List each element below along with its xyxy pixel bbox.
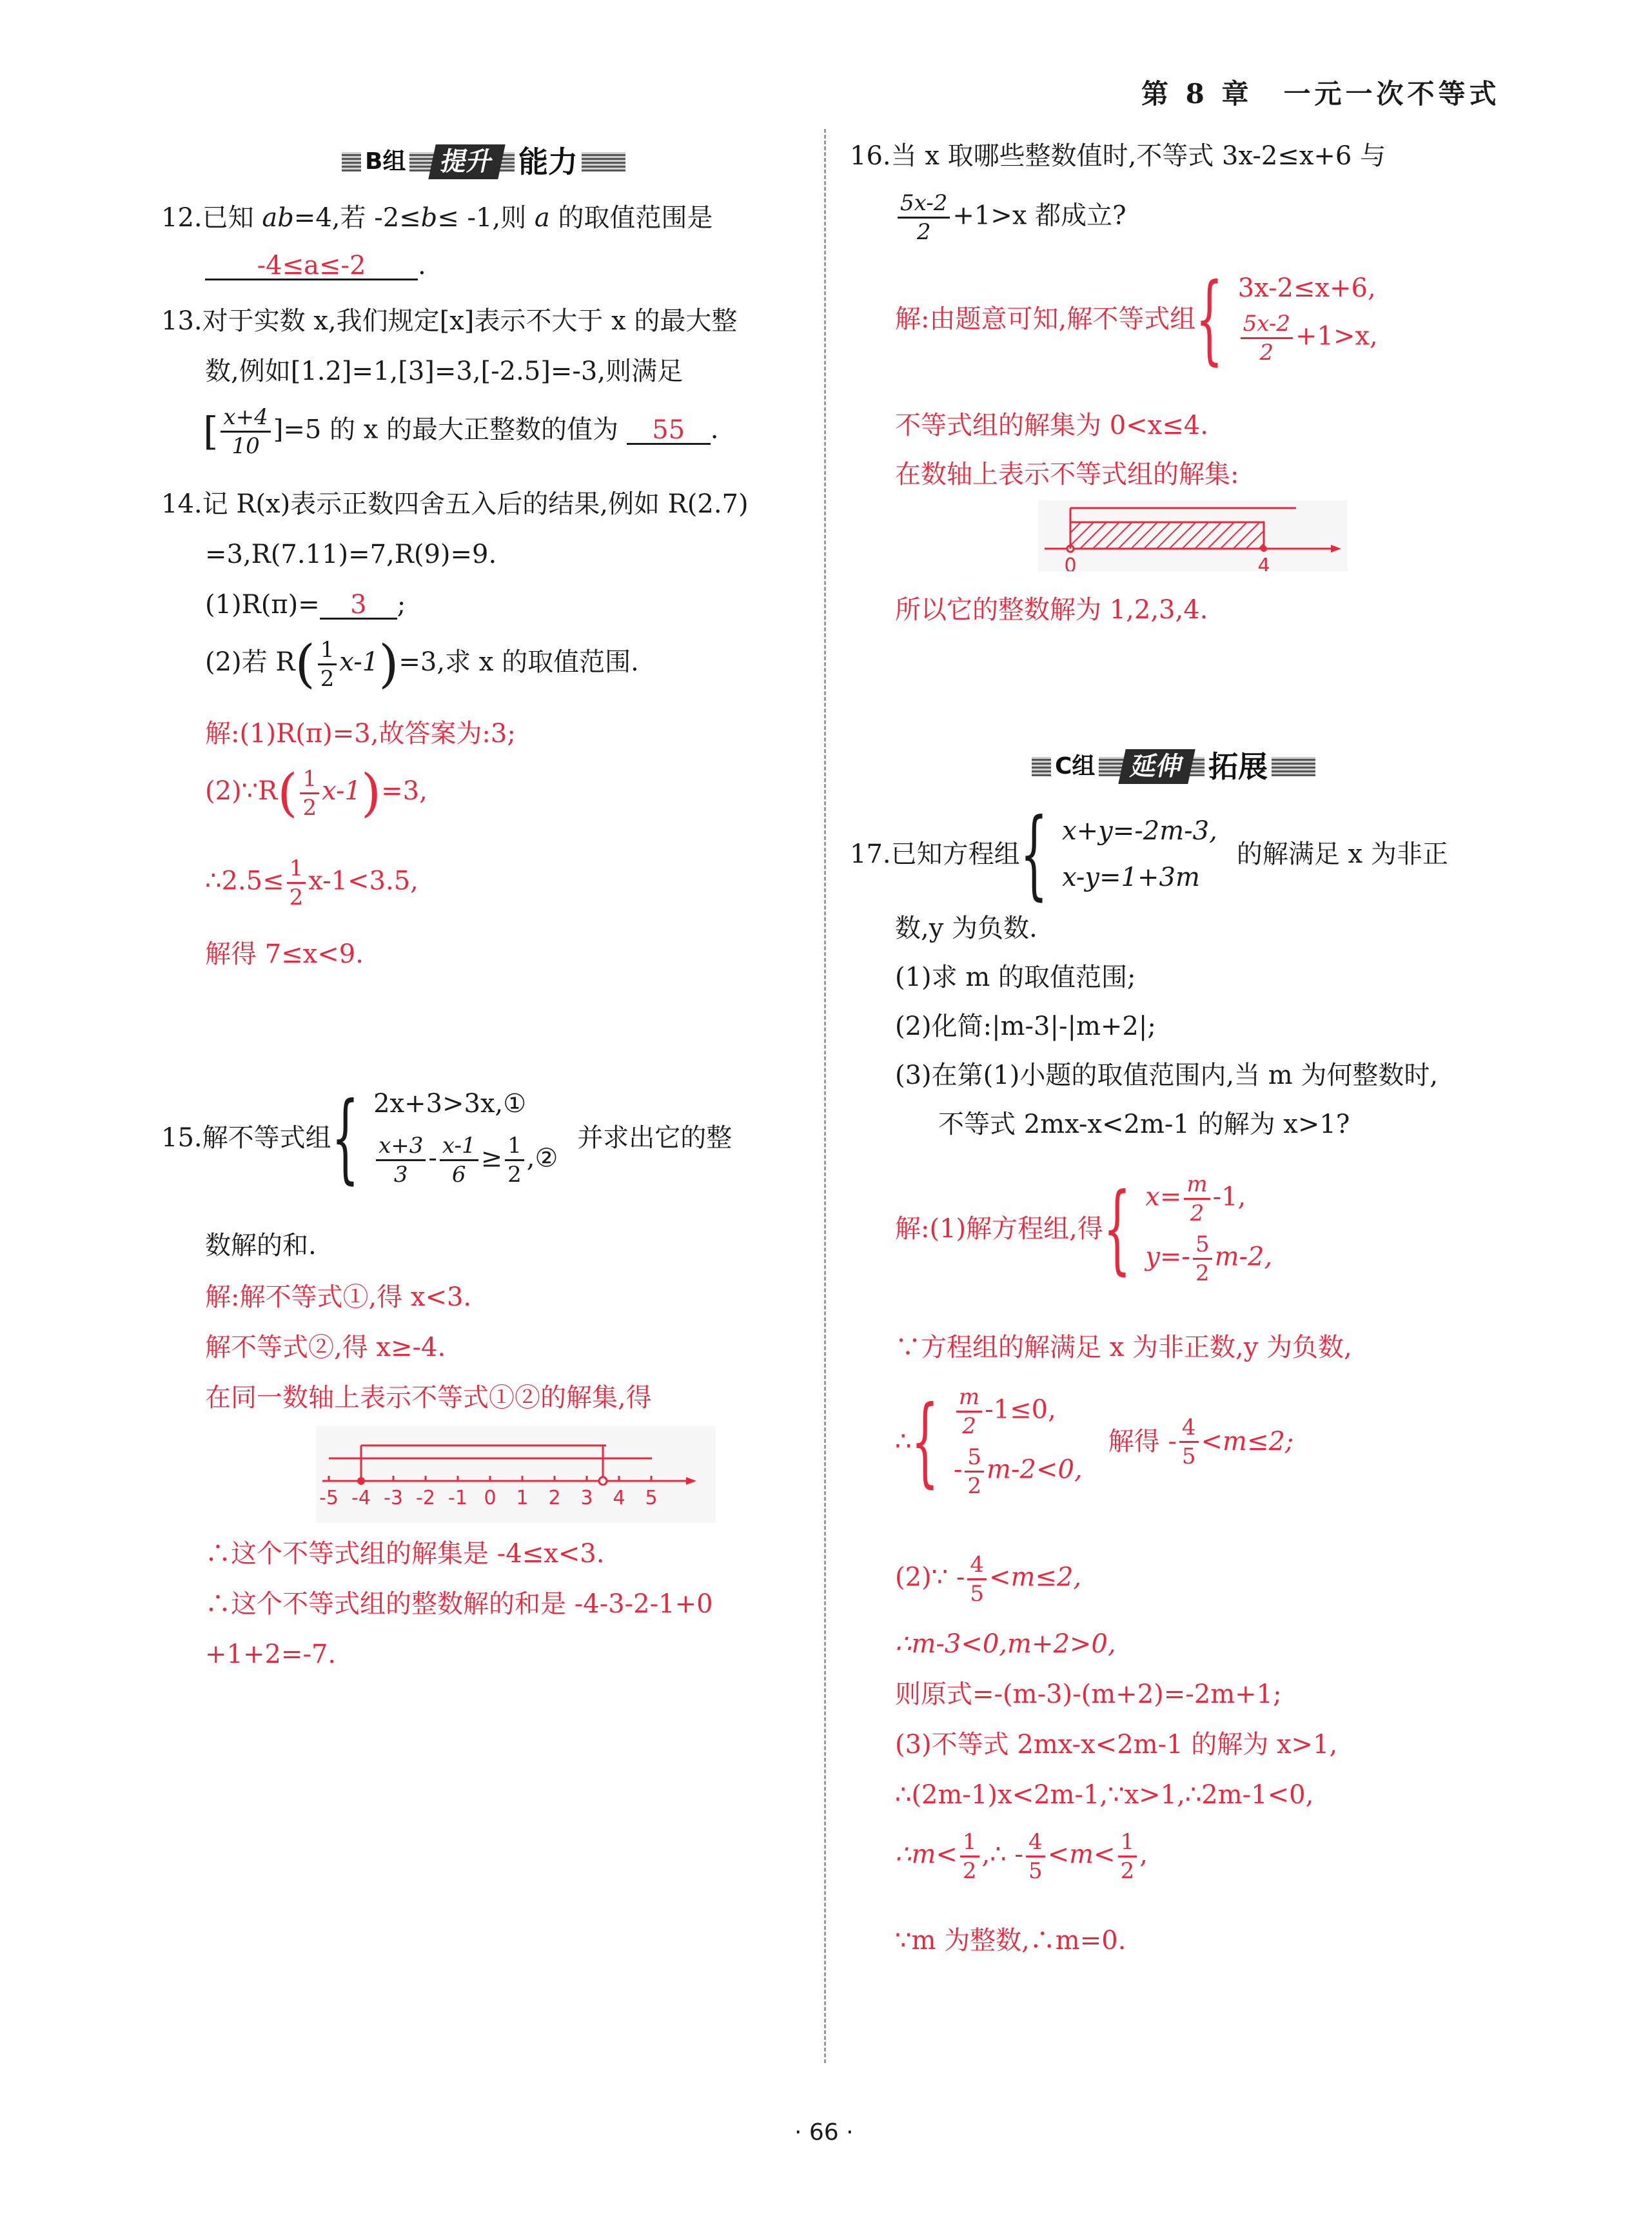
tick-label-8: 3	[580, 1487, 593, 1509]
sol2-text-c: =3,	[381, 776, 428, 806]
solution-14-line-3	[205, 857, 418, 908]
question-17-part-2: (2)化简:|m-3|-|m+2|;	[895, 1012, 1156, 1041]
tick-label-4: -1	[448, 1487, 467, 1509]
q12-text-c: ≤ -1,则	[437, 203, 527, 233]
paren-close: )	[379, 634, 399, 694]
expr: m-2<0,	[987, 1454, 1083, 1485]
expr: <m≤2,	[988, 1562, 1082, 1592]
answer-blank: -4≤a≤-2	[205, 253, 418, 280]
question-number: 14.	[161, 489, 202, 519]
fraction	[318, 636, 337, 692]
q13-end: .	[710, 415, 719, 445]
banner-word-2: 能力	[515, 144, 582, 179]
solution-17-line-9	[895, 1831, 1148, 1882]
fraction	[956, 1386, 982, 1437]
denominator: 10	[231, 433, 260, 459]
question-number: 12.	[161, 203, 202, 233]
numerator: 5x-2	[898, 192, 950, 219]
numerator: m	[956, 1386, 982, 1413]
question-number: 13.	[161, 306, 202, 336]
solution-14-line-2	[205, 763, 428, 823]
question-16	[850, 143, 1386, 169]
sol2-text-a: (2)∵R	[205, 776, 278, 806]
question-number: 15.	[161, 1123, 202, 1153]
denominator: 2	[1259, 339, 1274, 366]
numerator: x+3	[376, 1135, 426, 1161]
solution-15-line-3: 在同一数轴上表示不等式①②的解集,得	[205, 1383, 652, 1413]
q13-line-3-text: ]=5 的 x 的最大正整数的值为	[273, 415, 618, 445]
sol3-text-a: ∴2.5≤	[205, 866, 284, 896]
fraction	[967, 1554, 987, 1605]
equation-2: x-y=1+3m	[1062, 863, 1200, 892]
question-13-line-2: 数,例如[1.2]=1,[3]=3,[-2.5]=-3,则满足	[205, 357, 683, 386]
numerator: 5	[965, 1446, 984, 1473]
q12-var-a: a	[534, 203, 550, 233]
numerator: 4	[1026, 1831, 1045, 1857]
inequality-1: 2x+3>3x,①	[373, 1088, 527, 1119]
solution-region	[1070, 522, 1264, 549]
denominator: 5	[970, 1581, 984, 1607]
fraction	[287, 857, 306, 908]
chapter-header: 第 8 章 一元一次不等式	[1141, 78, 1500, 110]
expr: (2)∵ -	[895, 1562, 965, 1592]
fraction	[505, 1132, 524, 1188]
inequality-2-end: ,②	[526, 1143, 558, 1173]
paren-open: (	[277, 763, 298, 823]
q14-p2-expr: x-1	[339, 647, 379, 677]
page-number: · 66 ·	[794, 2119, 854, 2146]
q14-p1-end: ;	[397, 590, 406, 620]
fraction	[898, 192, 950, 243]
q17-text-a: 已知方程组	[890, 839, 1020, 869]
therefore: ∴	[895, 1427, 912, 1456]
expr: y=-	[1145, 1242, 1190, 1272]
question-15	[161, 1082, 733, 1194]
system-brace: {	[911, 1386, 939, 1498]
question-14	[161, 491, 749, 517]
fraction	[1118, 1831, 1137, 1882]
solution-15-line-4: ∴这个不等式组的解集是 -4≤x<3.	[205, 1539, 605, 1569]
numerator: 1	[318, 639, 337, 665]
bracket-open: [	[203, 409, 219, 455]
fraction	[300, 765, 319, 821]
q15-text-b: 并求出它的整	[577, 1123, 733, 1153]
numerator: 4	[967, 1554, 987, 1580]
numerator: 1	[287, 857, 306, 884]
minus-sign: -	[428, 1143, 437, 1173]
q14-p1-text: (1)R(π)=	[205, 590, 320, 620]
q12-end: .	[418, 251, 426, 280]
solution-15-line-5: ∴这个不等式组的整数解的和是 -4-3-2-1+0	[205, 1589, 713, 1619]
solution-17-line-1	[895, 1173, 1272, 1284]
expr: -1≤0,	[985, 1395, 1056, 1425]
q15-text-a: 解不等式组	[202, 1123, 331, 1153]
numerator: x+4	[221, 406, 270, 433]
fraction	[376, 1132, 426, 1188]
question-17-part-3b: 不等式 2mx-x<2m-1 的解为 x>1?	[938, 1110, 1350, 1139]
banner-word-1: 延伸	[1118, 749, 1195, 784]
tick-label-1: -4	[351, 1487, 371, 1509]
answer-blank: 3	[320, 592, 397, 620]
q14-p2-text-a: (2)若 R	[205, 647, 295, 677]
fraction	[440, 1132, 478, 1188]
q16-line-2-text: +1>x 都成立?	[952, 201, 1126, 231]
solution-16-line-4: 所以它的整数解为 1,2,3,4.	[895, 595, 1208, 625]
solution-16-line-2: 不等式组的解集为 0<x≤4.	[895, 411, 1208, 440]
numerator: 5x-2	[1241, 313, 1293, 339]
section-banner-b	[342, 143, 625, 182]
q12-var-b: b	[420, 203, 438, 233]
question-number: 17.	[850, 839, 891, 869]
solution-17-line-5: ∴m-3<0,m+2>0,	[895, 1629, 1116, 1659]
solution-x	[1145, 1173, 1272, 1224]
open-dot	[599, 1477, 607, 1485]
q12-text-d: 的取值范围是	[558, 203, 713, 233]
question-14-line-2: =3,R(7.11)=7,R(9)=9.	[205, 540, 497, 569]
solution-17-line-8: ∴(2m-1)x<2m-1,∵x>1,∴2m-1<0,	[895, 1780, 1314, 1810]
denominator: 2	[967, 1473, 982, 1499]
inequality-2-end: +1>x,	[1295, 321, 1378, 351]
tick-label-1: 4	[1257, 554, 1270, 571]
fraction	[1241, 310, 1293, 366]
q12-text: 已知	[202, 203, 254, 233]
denominator: 5	[1028, 1858, 1043, 1884]
question-17	[850, 798, 1448, 910]
expr: <m≤2;	[1201, 1427, 1294, 1456]
tick-label-6: 1	[516, 1487, 529, 1509]
system-brace: {	[1195, 263, 1224, 375]
numerator: 4	[1179, 1416, 1199, 1443]
inequality-1	[954, 1386, 1083, 1437]
expr: x=	[1145, 1182, 1182, 1212]
q16-line-1: 当 x 取哪些整数值时,不等式 3x-2≤x+6 与	[890, 141, 1386, 171]
fraction	[960, 1831, 979, 1882]
inequality-2	[1238, 310, 1378, 366]
denominator: 5	[1181, 1443, 1196, 1469]
solution-14-line-1: 解:(1)R(π)=3,故答案为:3;	[205, 719, 516, 749]
denominator: 2	[1190, 1200, 1205, 1226]
solution-16-line-1	[895, 263, 1378, 375]
fraction	[965, 1446, 984, 1497]
numerator: 1	[1118, 1831, 1137, 1857]
solution-system	[1145, 1173, 1272, 1284]
banner-tag: C组	[1051, 748, 1099, 785]
fraction	[1179, 1416, 1199, 1467]
denominator: 2	[962, 1413, 976, 1439]
numerator: m	[1184, 1173, 1210, 1200]
solution-15-line-1: 解:解不等式①,得 x<3.	[205, 1282, 472, 1312]
expr: ,	[1139, 1839, 1148, 1870]
solution-17-line-10: ∵m 为整数,∴m=0.	[895, 1926, 1126, 1955]
denominator: 2	[916, 219, 931, 245]
solution-17-line-7: (3)不等式 2mx-x<2m-1 的解为 x>1,	[895, 1730, 1338, 1759]
q12-text-b: =4,若 -2≤	[293, 203, 421, 233]
denominator: 2	[1195, 1260, 1210, 1286]
sol-text: 解得 -	[1108, 1427, 1177, 1456]
numerator: 5	[1193, 1233, 1212, 1260]
inequality-2	[373, 1132, 558, 1188]
question-16-line-2	[895, 192, 1126, 243]
solution-15-line-6: +1+2=-7.	[205, 1640, 337, 1669]
denominator: 2	[962, 1858, 977, 1884]
fraction	[221, 406, 270, 457]
banner-tag: B组	[361, 143, 409, 181]
question-12-answer-line	[205, 253, 426, 280]
paren-open: (	[295, 634, 315, 694]
numerator: 1	[960, 1831, 979, 1857]
numerator: 1	[505, 1135, 524, 1161]
tick-label-7: 2	[548, 1487, 561, 1509]
expr: <m<	[1047, 1839, 1116, 1870]
question-15-line-2: 数解的和.	[205, 1231, 317, 1260]
question-14-part-1	[205, 592, 406, 620]
q14-line-1: 记 R(x)表示正数四舍五入后的结果,例如 R(2.7)	[202, 489, 749, 519]
sol2-expr: x-1	[322, 776, 361, 806]
fraction	[1026, 1831, 1045, 1882]
tick-label-0: -5	[319, 1487, 339, 1509]
inequality-1: 3x-2≤x+6,	[1237, 273, 1376, 303]
tick-label-3: -2	[416, 1487, 435, 1509]
fraction	[1184, 1173, 1210, 1224]
equation-system	[1062, 818, 1217, 890]
tick-label-10: 5	[645, 1487, 658, 1509]
q14-p2-text-c: =3,求 x 的取值范围.	[398, 647, 639, 677]
tick-label-2: -3	[384, 1487, 403, 1509]
denominator: 2	[320, 665, 335, 692]
system-brace: {	[1019, 798, 1048, 910]
solution-14-line-4: 解得 7≤x<9.	[205, 939, 364, 969]
denominator: 2	[289, 885, 304, 910]
q13-line-1: 对于实数 x,我们规定[x]表示不大于 x 的最大整	[202, 306, 738, 336]
question-17-part-3: (3)在第(1)小题的取值范围内,当 m 为何整数时,	[895, 1061, 1439, 1090]
banner-word-1: 提升	[428, 144, 505, 179]
sol3-text-b: x-1<3.5,	[308, 866, 418, 896]
question-13	[161, 308, 737, 334]
denominator: 2	[507, 1161, 522, 1188]
solution-y	[1145, 1233, 1272, 1284]
question-number: 16.	[850, 141, 891, 171]
tick-label-9: 4	[613, 1487, 625, 1509]
sol-text: 解:(1)解方程组,得	[895, 1214, 1103, 1244]
solution-17-line-3	[895, 1386, 1293, 1497]
solution-17-line-2: ∵方程组的解满足 x 为非正数,y 为负数,	[895, 1333, 1352, 1362]
column-divider	[824, 129, 826, 2063]
question-17-part-1: (1)求 m 的取值范围;	[895, 963, 1136, 992]
solution-17-line-6: 则原式=-(m-3)-(m+2)=-2m+1;	[895, 1679, 1282, 1709]
geq-sign: ≥	[480, 1143, 503, 1173]
denominator: 6	[451, 1161, 466, 1188]
expr: -1,	[1212, 1182, 1246, 1212]
number-line-16	[1038, 500, 1348, 571]
system-brace: {	[1103, 1173, 1131, 1285]
numerator: 1	[300, 768, 319, 794]
tick-label-0: 0	[1064, 554, 1077, 571]
inequality-system	[1238, 275, 1378, 364]
denominator: 3	[393, 1161, 408, 1188]
question-14-part-2	[205, 634, 639, 694]
q12-var-ab: ab	[262, 203, 294, 233]
tick-label-5: 0	[484, 1487, 497, 1509]
fraction	[1193, 1233, 1212, 1284]
numerator: x-1	[440, 1135, 478, 1161]
expr: ,∴ -	[981, 1839, 1023, 1870]
expr: m-2,	[1214, 1242, 1273, 1272]
sol-text: 解:由题意可知,解不等式组	[895, 304, 1196, 334]
inequality-system	[954, 1386, 1083, 1497]
paren-close: )	[360, 763, 382, 823]
question-12	[161, 205, 713, 231]
answer-blank: 55	[627, 417, 711, 445]
equation-1: x+y=-2m-3,	[1062, 816, 1217, 846]
expr: ∴m<	[895, 1839, 958, 1870]
solution-15-line-2: 解不等式②,得 x≥-4.	[205, 1333, 446, 1362]
q17-text-b: 的解满足 x 为非正	[1236, 839, 1448, 869]
banner-word-2: 拓展	[1205, 749, 1272, 784]
inequality-2	[954, 1446, 1083, 1497]
question-17-line-2: 数,y 为负数.	[895, 914, 1037, 943]
question-13-line-3	[203, 406, 718, 457]
denominator: 2	[302, 794, 317, 821]
solution-16-line-3: 在数轴上表示不等式组的解集:	[895, 460, 1239, 489]
expr: -	[953, 1454, 963, 1485]
number-line-15	[316, 1426, 716, 1523]
solution-17-line-4	[895, 1554, 1081, 1605]
inequality-system	[373, 1088, 558, 1188]
denominator: 2	[1120, 1858, 1135, 1884]
system-brace: {	[331, 1082, 359, 1194]
